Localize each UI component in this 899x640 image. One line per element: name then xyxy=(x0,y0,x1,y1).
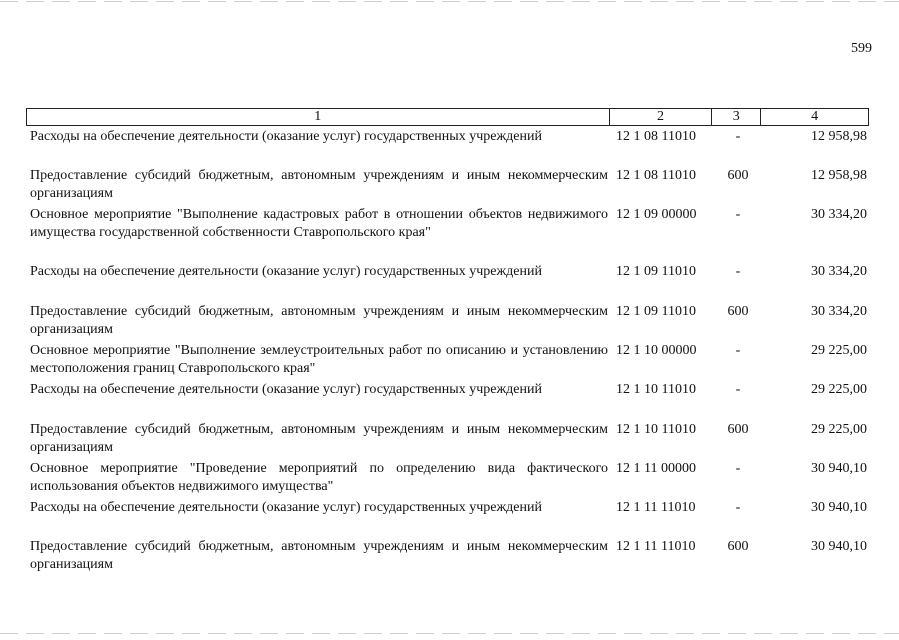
row-code: 12 1 08 11010 xyxy=(616,129,696,144)
header-col-4: 4 xyxy=(811,109,819,124)
row-code: 12 1 09 00000 xyxy=(616,207,697,222)
row-type: 600 xyxy=(727,422,749,437)
row-code: 12 1 09 11010 xyxy=(616,264,696,279)
row-name: Основное мероприятие "Выполнение кадастровых работ в отношении объектов недвижимого имущества государственной собственности Ставропольского края" xyxy=(30,207,608,240)
row-name: Расходы на обеспечение деятельности (оказание услуг) государственных учреждений xyxy=(30,382,542,397)
row-name: Предоставление субсидий бюджетным, автономным учреждениям и иным некоммерческим организациям xyxy=(30,539,608,572)
row-name: Основное мероприятие "Проведение мероприятий по определению вида фактического использования объектов недвижимого имущества" xyxy=(30,461,608,494)
row-code: 12 1 10 11010 xyxy=(616,422,696,437)
scan-artifact-top xyxy=(0,1,899,2)
row-amount: 30 940,10 xyxy=(811,539,867,554)
page-number: 599 xyxy=(851,41,872,56)
row-name: Предоставление субсидий бюджетным, автономным учреждениям и иным некоммерческим организациям xyxy=(30,304,608,337)
row-amount: 29 225,00 xyxy=(811,343,867,358)
row-type: - xyxy=(735,461,741,476)
row-amount: 30 334,20 xyxy=(811,304,867,319)
row-type: - xyxy=(735,382,741,397)
row-amount: 30 334,20 xyxy=(811,264,867,279)
table-header xyxy=(26,108,869,126)
row-name: Основное мероприятие "Выполнение землеустроительных работ по описанию и установлению местоположения границ Ставропольского края" xyxy=(30,343,608,376)
row-amount: 12 958,98 xyxy=(811,168,867,183)
row-type: - xyxy=(735,129,741,144)
row-code: 12 1 10 00000 xyxy=(616,343,697,358)
row-type: 600 xyxy=(727,304,749,319)
row-name: Предоставление субсидий бюджетным, автономным учреждениям и иным некоммерческим организациям xyxy=(30,168,608,201)
row-code: 12 1 11 11010 xyxy=(616,539,696,554)
row-amount: 12 958,98 xyxy=(811,129,867,144)
row-code: 12 1 09 11010 xyxy=(616,304,696,319)
row-name: Предоставление субсидий бюджетным, автономным учреждениям и иным некоммерческим организациям xyxy=(30,422,608,455)
row-type: 600 xyxy=(727,168,749,183)
row-type: 600 xyxy=(727,539,749,554)
row-code: 12 1 11 11010 xyxy=(616,500,696,515)
row-amount: 30 940,10 xyxy=(811,461,867,476)
row-amount: 30 334,20 xyxy=(811,207,867,222)
row-type: - xyxy=(735,343,741,358)
row-code: 12 1 10 11010 xyxy=(616,382,696,397)
header-col-2: 2 xyxy=(610,109,713,125)
row-type: - xyxy=(735,207,741,222)
row-name: Расходы на обеспечение деятельности (оказание услуг) государственных учреждений xyxy=(30,500,542,515)
row-code: 12 1 08 11010 xyxy=(616,168,696,183)
row-name: Расходы на обеспечение деятельности (оказание услуг) государственных учреждений xyxy=(30,129,542,144)
row-amount: 29 225,00 xyxy=(811,382,867,397)
row-type: - xyxy=(735,264,741,279)
scan-artifact-bottom xyxy=(0,633,899,634)
row-amount: 30 940,10 xyxy=(811,500,867,515)
row-amount: 29 225,00 xyxy=(811,422,867,437)
header-col-1: 1 xyxy=(27,109,610,125)
header-col-3: 3 xyxy=(712,109,761,125)
row-code: 12 1 11 00000 xyxy=(616,461,696,476)
row-name: Расходы на обеспечение деятельности (оказание услуг) государственных учреждений xyxy=(30,264,542,279)
row-type: - xyxy=(735,500,741,515)
